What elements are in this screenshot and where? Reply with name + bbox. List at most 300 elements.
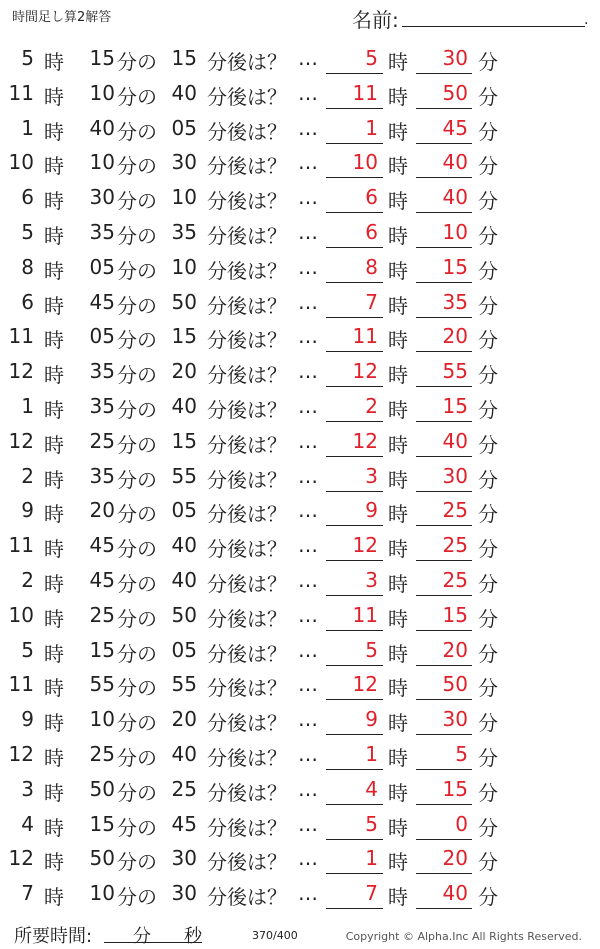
- minute-value: 15: [89, 46, 115, 70]
- hour-label: 時: [44, 780, 64, 805]
- answer-hour: 9: [365, 707, 378, 732]
- answer-hour: 1: [365, 846, 378, 871]
- added-minutes-value: 10: [171, 185, 197, 210]
- hour-label: 時: [44, 189, 64, 214]
- hour-label: 時: [44, 154, 64, 179]
- after-label: 分後は？: [207, 850, 287, 875]
- ellipsis: …: [298, 219, 318, 244]
- after-label: 分後は？: [207, 223, 287, 248]
- answer-hour-label: 時: [388, 467, 408, 492]
- answer-minute-line: [416, 908, 472, 909]
- answer-hour: 1: [365, 741, 378, 766]
- added-minutes-value: 30: [171, 881, 197, 906]
- added-minutes-value: 40: [171, 741, 197, 766]
- minute-value: 40: [89, 115, 115, 140]
- name-dot: .: [584, 12, 589, 28]
- name-line: [402, 26, 585, 27]
- answer-minute: 20: [442, 324, 468, 349]
- hour-value: 5: [21, 637, 34, 662]
- answer-hour: 4: [365, 776, 378, 801]
- minute-value: 35: [89, 393, 115, 418]
- hour-label: 時: [44, 467, 64, 492]
- answer-hour-label: 時: [388, 780, 408, 805]
- answer-minute-label: 分: [478, 189, 498, 214]
- answer-hour: 1: [365, 115, 378, 140]
- after-label: 分後は？: [207, 189, 287, 214]
- hour-label: 時: [44, 815, 64, 840]
- page-number: 370/400: [252, 929, 298, 942]
- minute-label: 分の: [117, 502, 157, 527]
- answer-minute: 15: [442, 254, 468, 279]
- hour-value: 12: [8, 359, 34, 384]
- ellipsis: …: [298, 254, 318, 279]
- minute-label: 分の: [117, 397, 157, 422]
- minute-value: 30: [89, 185, 115, 210]
- minute-value: 35: [89, 359, 115, 384]
- minute-value: 05: [89, 324, 115, 349]
- hour-label: 時: [44, 571, 64, 596]
- ellipsis: …: [298, 637, 318, 662]
- added-minutes-value: 15: [171, 428, 197, 453]
- added-minutes-value: 05: [171, 637, 197, 662]
- answer-hour-label: 時: [388, 293, 408, 318]
- added-minutes-value: 50: [171, 602, 197, 627]
- hour-value: 12: [8, 846, 34, 871]
- ellipsis: …: [298, 428, 318, 453]
- minutes-label: 分: [133, 926, 151, 947]
- answer-minute-label: 分: [478, 50, 498, 74]
- answer-hour: 5: [365, 811, 378, 836]
- answer-minute: 40: [442, 428, 468, 453]
- answer-minute: 10: [442, 219, 468, 244]
- ellipsis: …: [298, 46, 318, 70]
- name-label: 名前:: [352, 8, 399, 32]
- worksheet-title: 時間足し算2解答: [12, 10, 112, 25]
- problem-row: [0, 423, 600, 458]
- minute-label: 分の: [117, 571, 157, 596]
- answer-minute-label: 分: [478, 119, 498, 144]
- hour-label: 時: [44, 745, 64, 770]
- after-label: 分後は？: [207, 467, 287, 492]
- added-minutes-value: 15: [171, 46, 197, 70]
- answer-hour-label: 時: [388, 258, 408, 283]
- after-label: 分後は？: [207, 293, 287, 318]
- added-minutes-value: 20: [171, 359, 197, 384]
- hour-label: 時: [44, 537, 64, 562]
- answer-minute-label: 分: [478, 815, 498, 840]
- minute-label: 分の: [117, 467, 157, 492]
- ellipsis: …: [298, 359, 318, 384]
- ellipsis: …: [298, 811, 318, 836]
- answer-hour-label: 時: [388, 363, 408, 388]
- minute-label: 分の: [117, 815, 157, 840]
- added-minutes-value: 10: [171, 254, 197, 279]
- hour-value: 11: [8, 533, 34, 558]
- answer-minute-label: 分: [478, 223, 498, 248]
- minute-value: 10: [89, 80, 115, 105]
- after-label: 分後は？: [207, 676, 287, 701]
- hour-label: 時: [44, 641, 64, 666]
- hour-label: 時: [44, 432, 64, 457]
- after-label: 分後は？: [207, 84, 287, 109]
- problem-row: [0, 110, 600, 145]
- answer-minute: 15: [442, 776, 468, 801]
- after-label: 分後は？: [207, 502, 287, 527]
- hour-value: 11: [8, 672, 34, 697]
- minute-value: 10: [89, 150, 115, 175]
- answer-minute: 25: [442, 567, 468, 592]
- problem-row: [0, 388, 600, 423]
- ellipsis: …: [298, 463, 318, 488]
- answer-minute-label: 分: [478, 397, 498, 422]
- minute-value: 15: [89, 811, 115, 836]
- added-minutes-value: 30: [171, 150, 197, 175]
- after-label: 分後は？: [207, 154, 287, 179]
- hour-value: 5: [21, 219, 34, 244]
- ellipsis: …: [298, 672, 318, 697]
- answer-hour-label: 時: [388, 223, 408, 248]
- answer-hour: 11: [352, 602, 378, 627]
- minute-value: 10: [89, 881, 115, 906]
- added-minutes-value: 40: [171, 567, 197, 592]
- answer-hour-label: 時: [388, 502, 408, 527]
- problem-row: [0, 249, 600, 284]
- answer-minute-label: 分: [478, 84, 498, 109]
- minute-label: 分の: [117, 50, 157, 74]
- after-label: 分後は？: [207, 119, 287, 144]
- answer-minute: 30: [442, 707, 468, 732]
- minute-value: 45: [89, 533, 115, 558]
- problem-row: [0, 840, 600, 875]
- seconds-label: 秒: [184, 926, 202, 947]
- problem-row: [0, 875, 600, 910]
- hour-label: 時: [44, 885, 64, 910]
- answer-hour: 7: [365, 289, 378, 314]
- hour-value: 6: [21, 185, 34, 210]
- answer-hour-label: 時: [388, 84, 408, 109]
- minute-value: 35: [89, 219, 115, 244]
- answer-hour-label: 時: [388, 850, 408, 875]
- answer-hour: 7: [365, 881, 378, 906]
- minute-value: 55: [89, 672, 115, 697]
- after-label: 分後は？: [207, 258, 287, 283]
- answer-minute-label: 分: [478, 502, 498, 527]
- answer-minute: 40: [442, 881, 468, 906]
- added-minutes-value: 05: [171, 115, 197, 140]
- ellipsis: …: [298, 80, 318, 105]
- hour-value: 1: [21, 393, 34, 418]
- problem-row: [0, 597, 600, 632]
- answer-minute: 50: [442, 672, 468, 697]
- answer-hour-label: 時: [388, 815, 408, 840]
- answer-hour-label: 時: [388, 676, 408, 701]
- hour-value: 8: [21, 254, 34, 279]
- minute-value: 25: [89, 741, 115, 766]
- problem-row: [0, 771, 600, 806]
- answer-minute-label: 分: [478, 467, 498, 492]
- added-minutes-value: 05: [171, 498, 197, 523]
- answer-hour: 12: [352, 359, 378, 384]
- time-required-label: 所要時間:: [14, 926, 93, 947]
- added-minutes-value: 15: [171, 324, 197, 349]
- answer-hour: 11: [352, 324, 378, 349]
- added-minutes-value: 45: [171, 811, 197, 836]
- problem-row: [0, 40, 600, 75]
- added-minutes-value: 40: [171, 80, 197, 105]
- hour-value: 11: [8, 80, 34, 105]
- minute-label: 分の: [117, 745, 157, 770]
- added-minutes-value: 55: [171, 672, 197, 697]
- hour-label: 時: [44, 328, 64, 353]
- problem-row: [0, 284, 600, 319]
- ellipsis: …: [298, 567, 318, 592]
- problem-row: [0, 701, 600, 736]
- after-label: 分後は？: [207, 641, 287, 666]
- minute-value: 50: [89, 846, 115, 871]
- answer-minute: 35: [442, 289, 468, 314]
- answer-hour-label: 時: [388, 641, 408, 666]
- hour-label: 時: [44, 711, 64, 736]
- minute-label: 分の: [117, 223, 157, 248]
- added-minutes-value: 40: [171, 393, 197, 418]
- answer-hour-label: 時: [388, 154, 408, 179]
- hour-label: 時: [44, 293, 64, 318]
- answer-hour: 12: [352, 428, 378, 453]
- answer-minute: 0: [455, 811, 468, 836]
- ellipsis: …: [298, 393, 318, 418]
- after-label: 分後は？: [207, 711, 287, 736]
- answer-hour-label: 時: [388, 397, 408, 422]
- problem-row: [0, 75, 600, 110]
- problem-list: [0, 40, 600, 910]
- answer-minute-label: 分: [478, 780, 498, 805]
- added-minutes-value: 35: [171, 219, 197, 244]
- answer-hour: 9: [365, 498, 378, 523]
- answer-minute: 20: [442, 637, 468, 662]
- answer-hour-label: 時: [388, 50, 408, 74]
- minute-value: 10: [89, 707, 115, 732]
- answer-minute-label: 分: [478, 537, 498, 562]
- added-minutes-value: 30: [171, 846, 197, 871]
- added-minutes-value: 50: [171, 289, 197, 314]
- answer-hour: 3: [365, 567, 378, 592]
- hour-value: 9: [21, 498, 34, 523]
- answer-hour: 6: [365, 219, 378, 244]
- answer-minute-label: 分: [478, 258, 498, 283]
- hour-label: 時: [44, 84, 64, 109]
- problem-row: [0, 458, 600, 493]
- ellipsis: …: [298, 324, 318, 349]
- answer-minute: 20: [442, 846, 468, 871]
- hour-label: 時: [44, 50, 64, 74]
- after-label: 分後は？: [207, 745, 287, 770]
- answer-hour-label: 時: [388, 189, 408, 214]
- answer-minute: 55: [442, 359, 468, 384]
- answer-hour-label: 時: [388, 432, 408, 457]
- answer-hour-label: 時: [388, 328, 408, 353]
- answer-hour: 2: [365, 393, 378, 418]
- minute-label: 分の: [117, 432, 157, 457]
- hour-value: 6: [21, 289, 34, 314]
- minute-label: 分の: [117, 328, 157, 353]
- answer-hour-label: 時: [388, 745, 408, 770]
- answer-minute-label: 分: [478, 328, 498, 353]
- answer-minute: 15: [442, 393, 468, 418]
- answer-minute-label: 分: [478, 850, 498, 875]
- answer-minute-label: 分: [478, 363, 498, 388]
- ellipsis: …: [298, 776, 318, 801]
- minute-label: 分の: [117, 258, 157, 283]
- ellipsis: …: [298, 533, 318, 558]
- answer-hour: 10: [352, 150, 378, 175]
- answer-minute-label: 分: [478, 745, 498, 770]
- problem-row: [0, 214, 600, 249]
- answer-minute: 50: [442, 80, 468, 105]
- hour-label: 時: [44, 850, 64, 875]
- ellipsis: …: [298, 115, 318, 140]
- hour-label: 時: [44, 606, 64, 631]
- problem-row: [0, 666, 600, 701]
- ellipsis: …: [298, 185, 318, 210]
- minute-value: 35: [89, 463, 115, 488]
- after-label: 分後は？: [207, 397, 287, 422]
- minute-label: 分の: [117, 606, 157, 631]
- answer-hour: 5: [365, 46, 378, 70]
- after-label: 分後は？: [207, 780, 287, 805]
- answer-hour-line: [326, 908, 383, 909]
- answer-minute: 5: [455, 741, 468, 766]
- minute-label: 分の: [117, 711, 157, 736]
- problem-row: [0, 632, 600, 667]
- hour-value: 10: [8, 150, 34, 175]
- answer-hour-label: 時: [388, 606, 408, 631]
- answer-minute-label: 分: [478, 571, 498, 596]
- hour-label: 時: [44, 397, 64, 422]
- answer-minute-label: 分: [478, 641, 498, 666]
- minute-label: 分の: [117, 850, 157, 875]
- after-label: 分後は？: [207, 815, 287, 840]
- ellipsis: …: [298, 846, 318, 871]
- ellipsis: …: [298, 707, 318, 732]
- minute-label: 分の: [117, 293, 157, 318]
- minute-value: 45: [89, 567, 115, 592]
- hour-label: 時: [44, 363, 64, 388]
- after-label: 分後は？: [207, 885, 287, 910]
- hour-value: 7: [21, 881, 34, 906]
- answer-hour: 11: [352, 80, 378, 105]
- answer-minute-label: 分: [478, 885, 498, 910]
- minute-label: 分の: [117, 885, 157, 910]
- hour-value: 2: [21, 463, 34, 488]
- problem-row: [0, 527, 600, 562]
- minute-label: 分の: [117, 537, 157, 562]
- ellipsis: …: [298, 150, 318, 175]
- problem-row: [0, 492, 600, 527]
- copyright: Copyright © Alpha.Inc All Rights Reserved.: [345, 930, 582, 943]
- hour-label: 時: [44, 223, 64, 248]
- problem-row: [0, 318, 600, 353]
- answer-hour-label: 時: [388, 119, 408, 144]
- hour-value: 1: [21, 115, 34, 140]
- hour-value: 2: [21, 567, 34, 592]
- hour-value: 5: [21, 46, 34, 70]
- added-minutes-value: 55: [171, 463, 197, 488]
- answer-minute: 25: [442, 498, 468, 523]
- answer-hour-label: 時: [388, 537, 408, 562]
- answer-minute: 40: [442, 185, 468, 210]
- answer-hour: 5: [365, 637, 378, 662]
- answer-hour-label: 時: [388, 885, 408, 910]
- added-minutes-value: 20: [171, 707, 197, 732]
- answer-minute-label: 分: [478, 711, 498, 736]
- after-label: 分後は？: [207, 606, 287, 631]
- answer-minute: 40: [442, 150, 468, 175]
- ellipsis: …: [298, 602, 318, 627]
- minute-value: 50: [89, 776, 115, 801]
- hour-value: 3: [21, 776, 34, 801]
- answer-hour: 6: [365, 185, 378, 210]
- minute-value: 45: [89, 289, 115, 314]
- answer-minute: 45: [442, 115, 468, 140]
- minute-label: 分の: [117, 189, 157, 214]
- minute-label: 分の: [117, 84, 157, 109]
- problem-row: [0, 353, 600, 388]
- after-label: 分後は？: [207, 571, 287, 596]
- hour-label: 時: [44, 258, 64, 283]
- answer-hour-label: 時: [388, 571, 408, 596]
- ellipsis: …: [298, 741, 318, 766]
- answer-minute-label: 分: [478, 432, 498, 457]
- answer-hour: 3: [365, 463, 378, 488]
- minute-label: 分の: [117, 363, 157, 388]
- answer-minute: 30: [442, 46, 468, 70]
- ellipsis: …: [298, 498, 318, 523]
- answer-hour: 8: [365, 254, 378, 279]
- minute-label: 分の: [117, 154, 157, 179]
- minute-label: 分の: [117, 780, 157, 805]
- problem-row: [0, 562, 600, 597]
- hour-label: 時: [44, 502, 64, 527]
- minute-value: 25: [89, 602, 115, 627]
- hour-value: 4: [21, 811, 34, 836]
- answer-minute-label: 分: [478, 293, 498, 318]
- minute-value: 15: [89, 637, 115, 662]
- hour-value: 9: [21, 707, 34, 732]
- ellipsis: …: [298, 881, 318, 906]
- hour-label: 時: [44, 676, 64, 701]
- answer-hour: 12: [352, 672, 378, 697]
- problem-row: [0, 806, 600, 841]
- hour-value: 12: [8, 428, 34, 453]
- answer-hour: 12: [352, 533, 378, 558]
- after-label: 分後は？: [207, 363, 287, 388]
- answer-minute-label: 分: [478, 676, 498, 701]
- problem-row: [0, 736, 600, 771]
- after-label: 分後は？: [207, 432, 287, 457]
- hour-value: 10: [8, 602, 34, 627]
- minute-label: 分の: [117, 641, 157, 666]
- minute-label: 分の: [117, 119, 157, 144]
- minute-label: 分の: [117, 676, 157, 701]
- hour-value: 12: [8, 741, 34, 766]
- added-minutes-value: 40: [171, 533, 197, 558]
- answer-minute: 25: [442, 533, 468, 558]
- answer-minute-label: 分: [478, 606, 498, 631]
- answer-hour-label: 時: [388, 711, 408, 736]
- ellipsis: …: [298, 289, 318, 314]
- answer-minute-label: 分: [478, 154, 498, 179]
- problem-row: [0, 144, 600, 179]
